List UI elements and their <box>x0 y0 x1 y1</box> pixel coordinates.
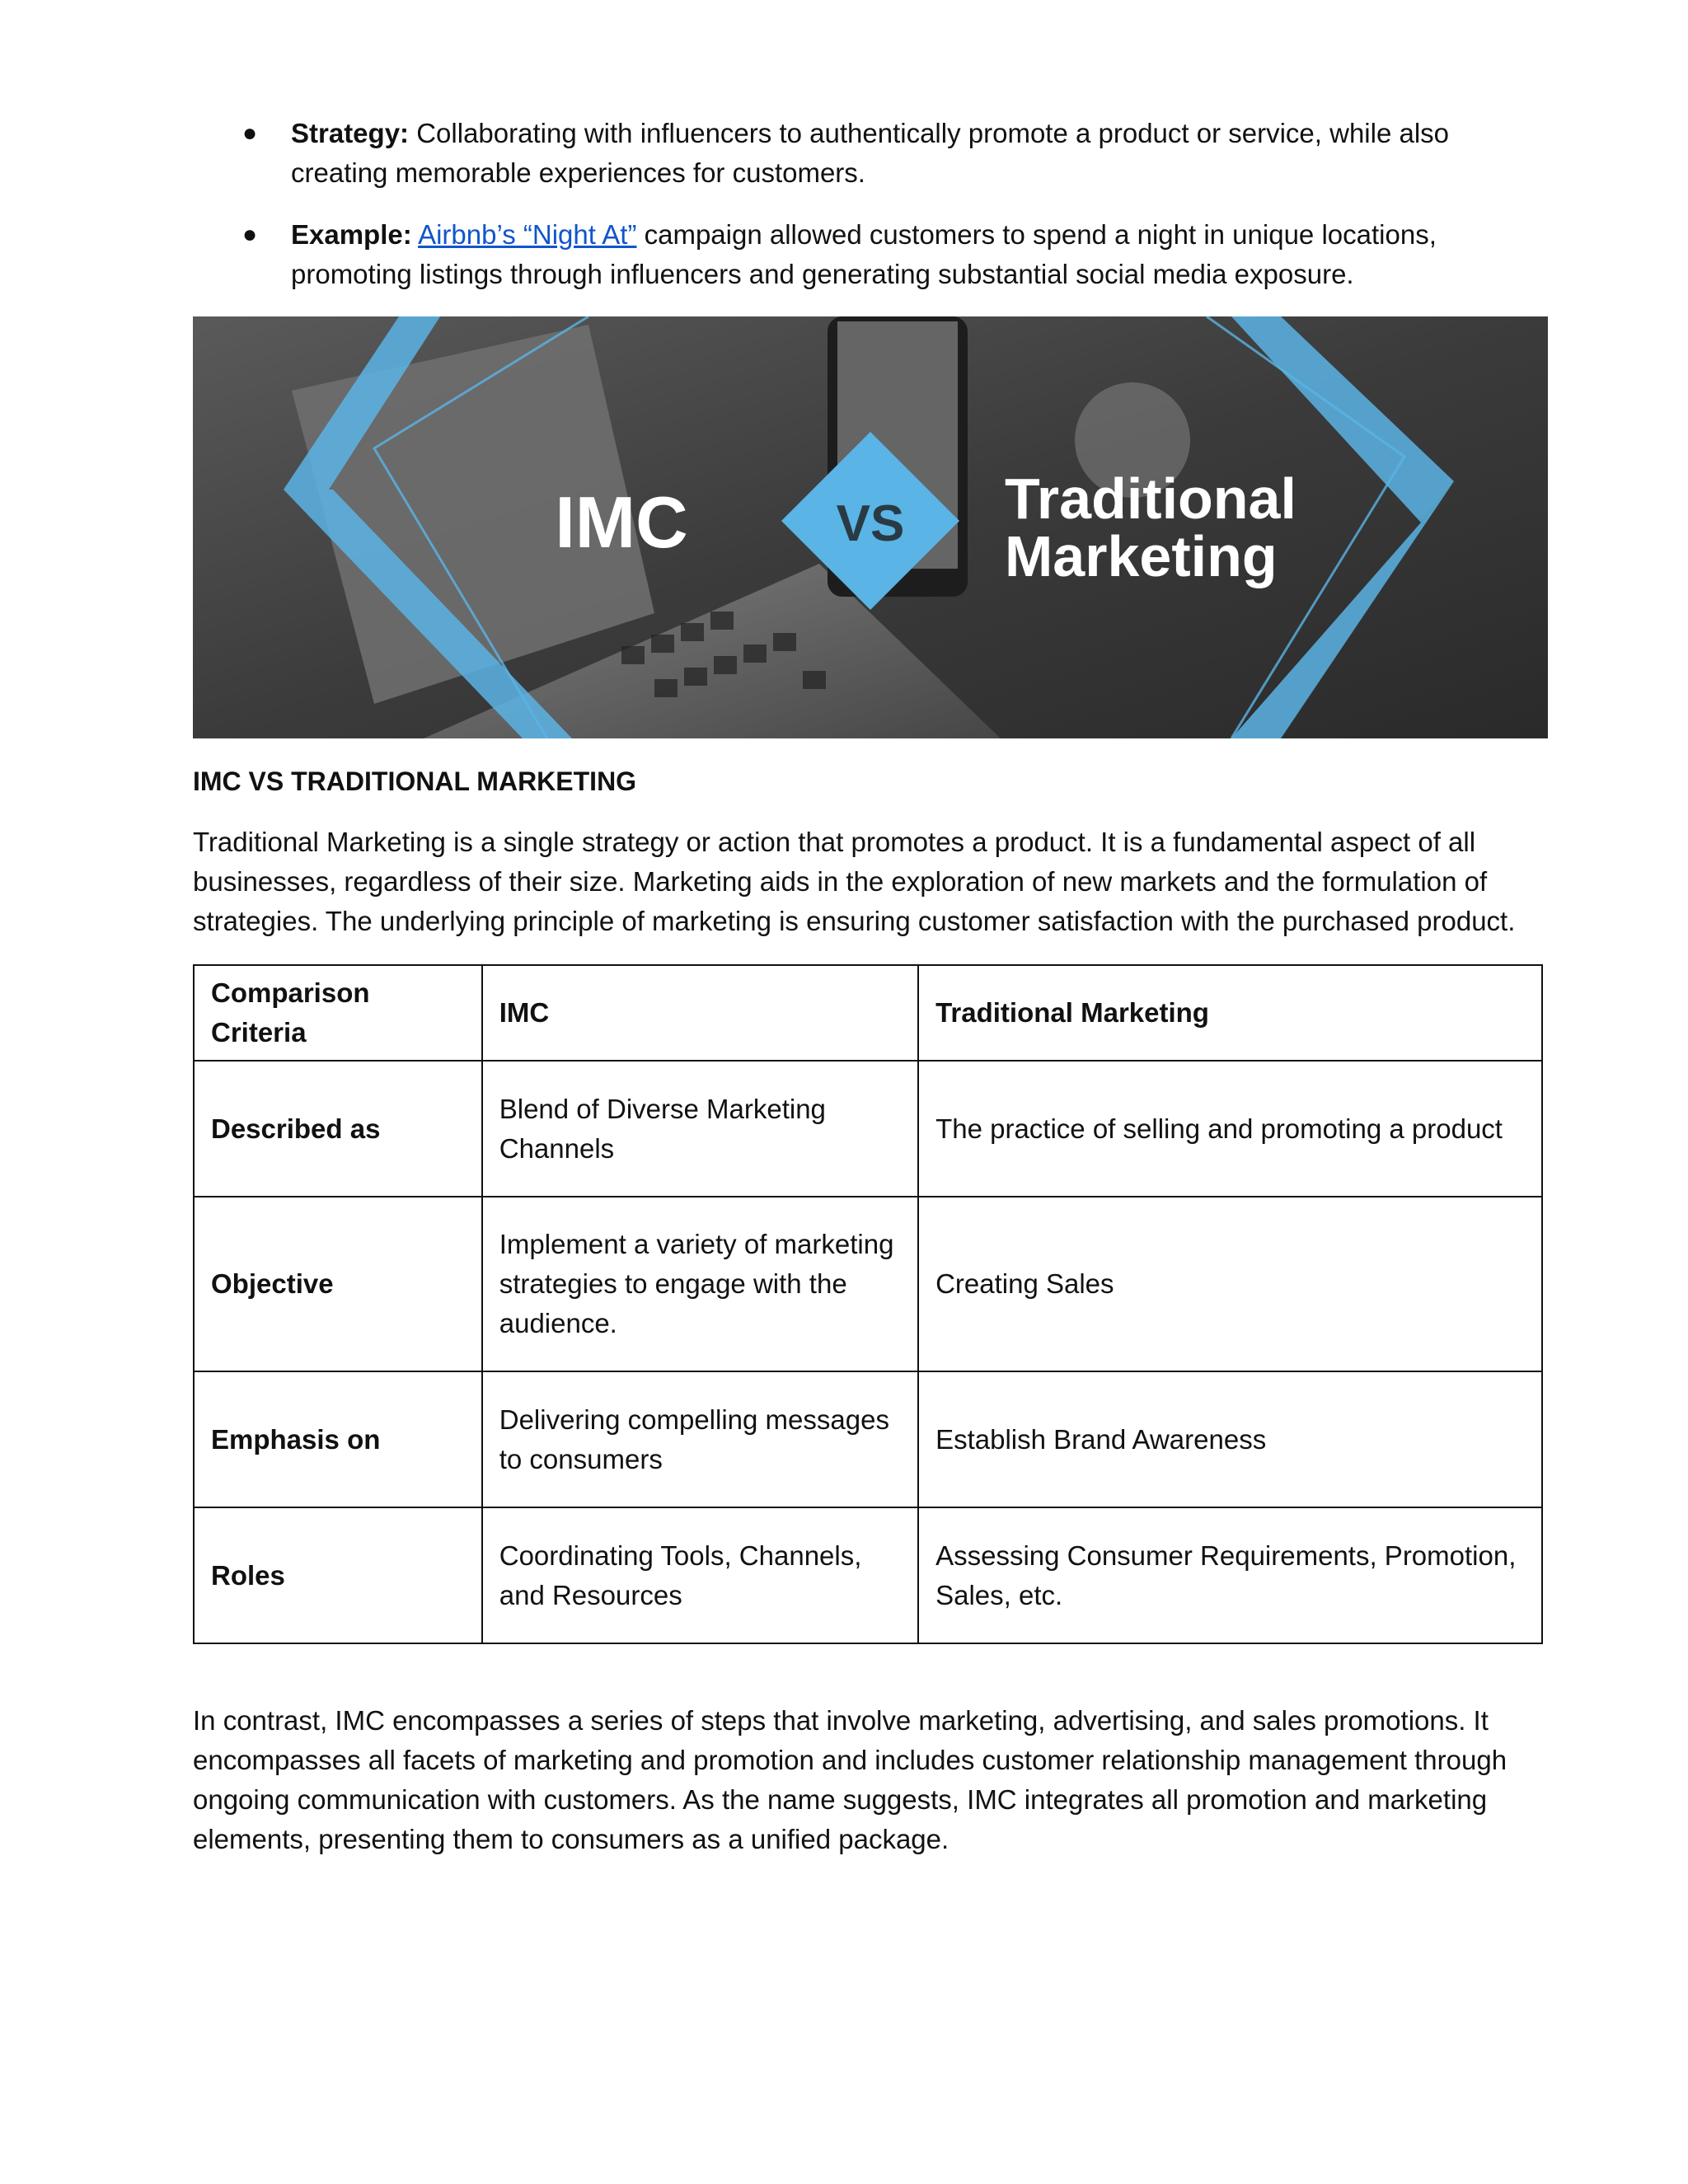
bullet-dot: ● <box>242 120 258 147</box>
banner-traditional-text: Traditional <box>1005 466 1296 531</box>
bullet-dot: ● <box>242 221 258 248</box>
closing-paragraph: In contrast, IMC encompasses a series of steps that involve marketing, advertising, and sales promotions. It encompasses all facets of marketing and promotion and includes customer relationship management through ongoing communication with customers. As the name suggests, IMC integrates all promotion and marketing elements, presenting them to consumers as a unified package. <box>193 1705 1507 1854</box>
bullet-text: campaign allowed customers to spend a night in unique locations, promoting listings through influencers and generating substantial social media exposure. <box>291 219 1437 289</box>
table-row <box>194 1061 1542 1197</box>
table-criteria-cell: Objective <box>194 1197 482 1371</box>
table-header-row <box>194 965 1542 1061</box>
table-cell: Implement a variety of marketing strategies to engage with the audience. <box>482 1197 918 1371</box>
banner-graphic <box>193 316 1548 738</box>
table-cell: Establish Brand Awareness <box>918 1371 1542 1507</box>
table-criteria-cell: Roles <box>194 1507 482 1643</box>
imc-vs-traditional-banner <box>193 316 1548 738</box>
table-header-cell: Traditional Marketing <box>918 965 1542 1061</box>
table-row <box>194 1507 1542 1643</box>
comparison-table <box>193 964 1543 1644</box>
table-cell: Coordinating Tools, Channels, and Resources <box>482 1507 918 1643</box>
intro-paragraph: Traditional Marketing is a single strategy or action that promotes a product. It is a fundamental aspect of all businesses, regardless of their size. Marketing aids in the exploration of new markets and the formulation of strategies. The underlying principle of marketing is ensuring customer satisfaction with the purchased product. <box>193 827 1516 936</box>
table-header-cell: IMC <box>482 965 918 1061</box>
bullet-text: Collaborating with influencers to authentically promote a product or service, while also creating memorable experiences for customers. <box>291 118 1450 188</box>
table-row <box>194 1371 1542 1507</box>
table-cell: Delivering compelling messages to consumers <box>482 1371 918 1507</box>
table-cell: Assessing Consumer Requirements, Promotion, Sales, etc. <box>918 1507 1542 1643</box>
bullet-label: Example: <box>291 219 412 250</box>
table-cell: The practice of selling and promoting a product <box>918 1061 1542 1197</box>
banner-marketing-text: Marketing <box>1005 524 1278 588</box>
bullet-example <box>239 215 1525 294</box>
table-criteria-cell: Described as <box>194 1061 482 1197</box>
vs-text: VS <box>836 495 905 552</box>
bullet-label: Strategy: <box>291 118 410 148</box>
banner-imc-text: IMC <box>555 481 688 563</box>
table-criteria-cell: Emphasis on <box>194 1371 482 1507</box>
bullet-list <box>239 114 1525 316</box>
bullet-strategy <box>239 114 1525 193</box>
table-cell: Blend of Diverse Marketing Channels <box>482 1061 918 1197</box>
table-cell: Creating Sales <box>918 1197 1542 1371</box>
table-row <box>194 1197 1542 1371</box>
table-header-cell: Comparison Criteria <box>194 965 482 1061</box>
airbnb-night-at-link[interactable]: Airbnb’s “Night At” <box>418 219 637 250</box>
section-heading: IMC VS TRADITIONAL MARKETING <box>193 766 637 796</box>
